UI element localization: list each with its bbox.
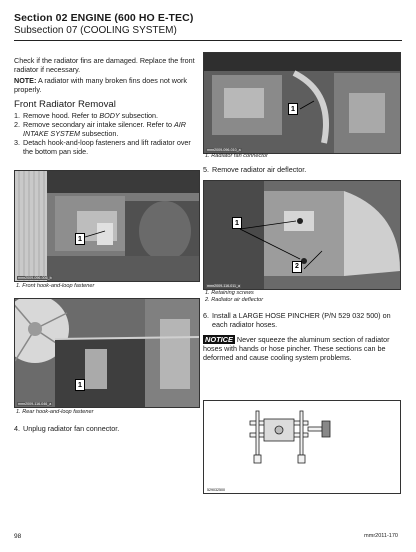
- figure-air-deflector: [203, 180, 401, 290]
- air-deflector-photo: [204, 181, 400, 289]
- header-rule: [14, 40, 402, 41]
- callout-1: 1: [288, 103, 298, 115]
- figure-code: mmr2009-116-011_a: [207, 283, 241, 288]
- step-5: 5. Remove radiator air deflector.: [203, 165, 307, 174]
- step-6: 6. Install a LARGE HOSE PINCHER (P/N 529 032 500) on each radiator hoses.: [203, 311, 391, 329]
- subsection-title: (COOLING SYSTEM): [80, 25, 177, 36]
- notice-text: Never squeeze the aluminum section of radiator hoses with hands or hose pincher. These sections can be deformed and cause cooling system problems.: [203, 335, 390, 362]
- figure-code: mmr2009-096-010_a: [207, 147, 241, 152]
- callout-1: 1: [75, 379, 85, 391]
- section-header: [14, 12, 193, 24]
- section-title: ENGINE (600 HO E-TEC): [70, 12, 194, 24]
- subsection-header: [14, 25, 177, 36]
- figure-hose-pincher: [203, 400, 401, 494]
- document-code: mmr2011-170: [364, 533, 398, 539]
- step-3: 3. Detach hook-and-loop fasteners and lift radiator over the bottom pan side.: [14, 138, 191, 156]
- intro-paragraph: Check if the radiator fins are damaged. Replace the front radiator if necessary.: [14, 56, 195, 74]
- left-text-block: [14, 56, 202, 156]
- figure-rear-fastener: [14, 298, 200, 408]
- front-fastener-photo: [15, 171, 199, 281]
- notice-paragraph: [203, 335, 403, 362]
- figure-caption-2: 2. Radiator air deflector: [205, 297, 264, 303]
- step-1: 1. Remove hood. Refer to BODY subsection.: [14, 111, 159, 120]
- figure-caption: 1. Radiator fan connector: [205, 153, 268, 159]
- callout-1: 1: [232, 217, 242, 229]
- section-heading: Front Radiator Removal: [14, 99, 116, 110]
- note-text: A radiator with many broken fins does not work properly.: [14, 76, 187, 94]
- note: [14, 76, 202, 94]
- figure-caption-1: 1. Retaining screws: [205, 290, 254, 296]
- note-label: NOTE:: [14, 76, 37, 85]
- right-text-block: [203, 311, 403, 362]
- figure-code: 529032500: [207, 487, 225, 492]
- section-number: Section 02: [14, 12, 68, 24]
- air-intake-link[interactable]: AIR INTAKE SYSTEM: [23, 120, 186, 138]
- hose-pincher-drawing: [204, 401, 400, 493]
- fan-connector-photo: [204, 53, 400, 153]
- figure-code: mmr2009-096-006_b: [18, 275, 52, 280]
- figure-code: mmr2009-116-046_a: [18, 401, 52, 406]
- subsection-number: Subsection 07: [14, 25, 78, 36]
- body-link[interactable]: BODY: [99, 111, 120, 120]
- rear-fastener-photo: [15, 299, 199, 407]
- callout-2: 2: [292, 261, 302, 273]
- step-4: 4. Unplug radiator fan connector.: [14, 424, 120, 433]
- callout-1: 1: [75, 233, 85, 245]
- figure-front-fastener: [14, 170, 200, 282]
- page-number: 98: [14, 533, 22, 540]
- notice-label: NOTICE: [205, 335, 233, 344]
- step-2: 2. Remove secondary air intake silencer. Refer to AIR INTAKE SYSTEM subsection.: [14, 120, 186, 138]
- figure-fan-connector: [203, 52, 401, 154]
- figure-caption: 1. Front hook-and-loop fastener: [16, 283, 95, 289]
- figure-caption: 1. Rear hook-and-loop fastener: [16, 409, 94, 415]
